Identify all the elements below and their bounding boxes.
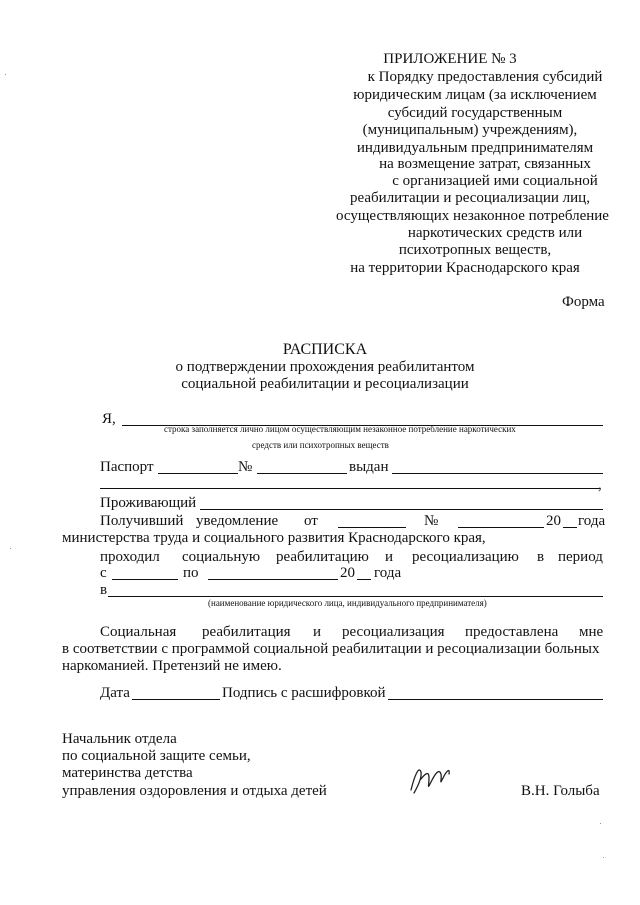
appendix-line: с организацией ими социальной <box>392 173 598 189</box>
ya-label: Я, <box>102 411 116 427</box>
statement-word: ресоциализация <box>342 624 445 640</box>
notice-date-field[interactable] <box>338 527 406 528</box>
date-field[interactable] <box>132 699 220 700</box>
scan-speck <box>603 857 604 858</box>
passport-series-field[interactable] <box>158 473 238 474</box>
issued-label: выдан <box>349 459 389 475</box>
passed-word: ресоциализацию <box>412 549 519 565</box>
appendix-line: (муниципальным) учреждениям), <box>362 122 578 138</box>
statement-word: мне <box>579 624 604 640</box>
organization-hint: (наименование юридического лица, индивидуального предпринимателя) <box>208 598 487 608</box>
scan-speck <box>10 548 11 549</box>
issued-continuation-field[interactable] <box>100 488 599 489</box>
year-field[interactable] <box>563 527 577 528</box>
year2-prefix: 20 <box>340 565 355 581</box>
appendix-title: ПРИЛОЖЕНИЕ № 3 <box>383 51 517 67</box>
notice-number-sign: № <box>424 513 439 529</box>
year2-word: года <box>374 565 402 581</box>
passed-word: реабилитацию <box>276 549 369 565</box>
year-word: года <box>578 513 606 529</box>
appendix-line: субсидий государственным <box>387 105 563 121</box>
appendix-line: на возмещение затрат, связанных <box>379 156 591 172</box>
appendix-line: осуществляющих незаконное потребление <box>336 208 609 224</box>
document-title: РАСПИСКА <box>282 341 368 358</box>
statement-word: Социальная <box>100 624 177 640</box>
year2-field[interactable] <box>357 579 371 580</box>
passed-word: период <box>558 549 603 565</box>
appendix-line: к Порядку предоставления субсидий <box>367 69 603 85</box>
form-label: Форма <box>562 294 605 310</box>
issued-field[interactable] <box>392 473 603 474</box>
from-label: с <box>100 565 107 581</box>
appendix-line: реабилитации и ресоциализации лиц, <box>350 190 590 206</box>
date-label: Дата <box>100 685 130 701</box>
passed-word: и <box>385 549 394 565</box>
scan-speck <box>5 74 6 75</box>
document-subtitle: о подтверждении прохождения реабилитантом <box>175 359 475 375</box>
passport-number-field[interactable] <box>257 473 347 474</box>
ministry-line: министерства труда и социального развития Краснодарского края, <box>62 530 486 546</box>
statement-word: реабилитация <box>202 624 291 640</box>
passport-label: Паспорт <box>100 459 154 475</box>
to-label: по <box>183 565 199 581</box>
statement-line: наркоманией. Претензий не имею. <box>62 658 282 674</box>
signatory-line: по социальной защите семьи, <box>62 748 251 764</box>
ya-hint: строка заполняется лично лицом осуществляющим незаконное потребление наркотических <box>164 424 516 434</box>
passed-word: в <box>537 549 545 565</box>
comma: , <box>598 477 602 493</box>
signatory-line: материнства детства <box>62 765 193 781</box>
statement-word: и <box>313 624 322 640</box>
signature-label: Подпись с расшифровкой <box>222 685 386 701</box>
year-prefix: 20 <box>546 513 561 529</box>
passport-number-sign: № <box>238 459 253 475</box>
appendix-line: психотропных веществ, <box>398 242 552 258</box>
organization-field[interactable] <box>108 596 603 597</box>
appendix-line: юридическим лицам (за исключением <box>353 87 597 103</box>
scan-speck <box>600 823 601 824</box>
received-word: от <box>304 513 318 529</box>
signatory-line: Начальник отдела <box>62 731 177 747</box>
statement-line: в соответствии с программой социальной реабилитации и ресоциализации больных <box>62 641 600 657</box>
document-subtitle: социальной реабилитации и ресоциализации <box>181 376 469 392</box>
period-to-field[interactable] <box>208 579 338 580</box>
signatory-line: управления оздоровления и отдыха детей <box>62 783 327 799</box>
signatory-name: В.Н. Голыба <box>521 783 600 799</box>
residing-field[interactable] <box>200 509 603 510</box>
passed-word: социальную <box>182 549 261 565</box>
handwritten-signature <box>405 760 455 798</box>
residing-label: Проживающий <box>100 495 197 511</box>
passed-word: проходил <box>100 549 160 565</box>
ya-hint: средств или психотропных веществ <box>252 440 389 450</box>
appendix-line: наркотических средств или <box>407 225 583 241</box>
signature-field[interactable] <box>388 699 603 700</box>
appendix-line: на территории Краснодарского края <box>350 260 580 276</box>
received-word: Получивший <box>100 513 184 529</box>
notice-number-field[interactable] <box>458 527 544 528</box>
received-word: уведомление <box>196 513 279 529</box>
statement-word: предоставлена <box>465 624 559 640</box>
period-from-field[interactable] <box>112 579 178 580</box>
in-label: в <box>100 582 108 598</box>
appendix-line: индивидуальным предпринимателям <box>356 140 594 156</box>
